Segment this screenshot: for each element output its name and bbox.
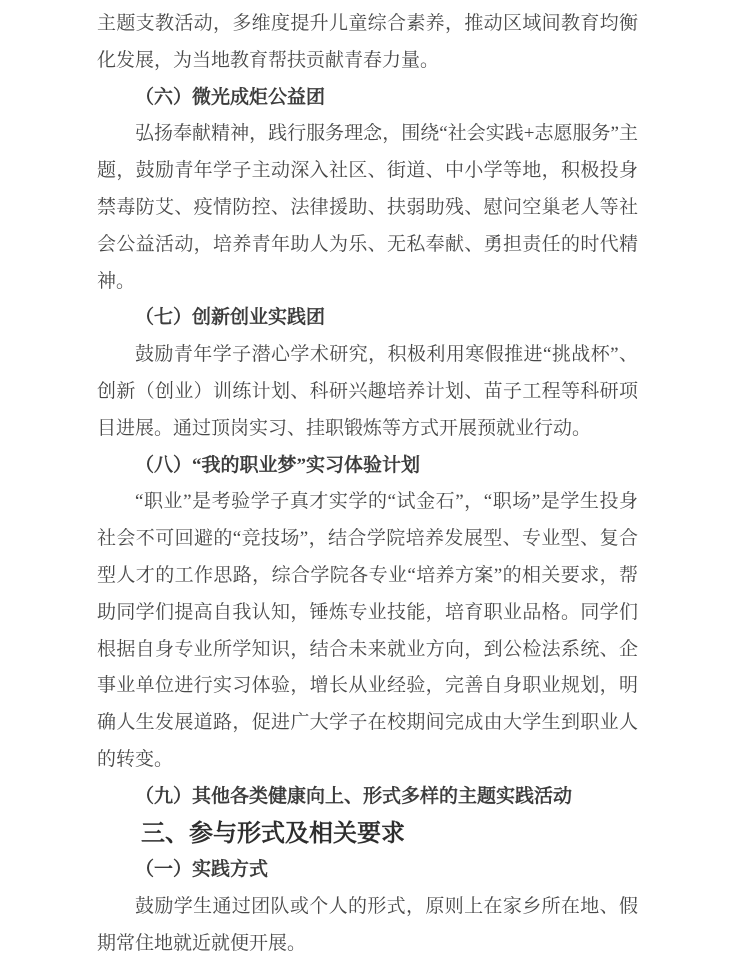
body-paragraph: 鼓励学生通过团队或个人的形式，原则上在家乡所在地、假期常住地就近就便开展。 [97,896,638,954]
body-paragraph-continuation: 主题支教活动，多维度提升儿童综合素养，推动区域间教育均衡化发展，为当地教育帮扶贡献青春力量。 [97,13,638,71]
subsection-heading-6: （六）微光成炬公益团 [135,86,326,108]
subsection-heading-8: （八）“我的职业梦”实习体验计划 [135,454,421,476]
subsection-heading-7: （七）创新创业实践团 [135,307,326,329]
body-paragraph: “职业”是考验学子真才实学的“试金石”，“职场”是学生投身社会不可回避的“竞技场”，结合学院培养发展型、专业型、复合型人才的工作思路，综合学院各专业“培养方案”的相关要求，帮助同学们提高自我认知，锤炼专业技能，培育职业品格。同学们根据自身专业所学知识，结合未来就业方向，到公检法系统、企事业单位进行实习体验，增长从业经验，完善自身职业规划，明确人生发展道路，促进广大学子在校期间完成由大学生到职业人的转变。 [97,491,638,770]
section-heading-3: 三、参与形式及相关要求 [141,819,405,847]
body-paragraph: 鼓励青年学子潜心学术研究，积极利用寒假推进“挑战杯”、创新（创业）训练计划、科研兴趣培养计划、苗子工程等科研项目进展。通过顶岗实习、挂职锻炼等方式开展预就业行动。 [97,344,638,439]
subsection-heading-9: （九）其他各类健康向上、形式多样的主题实践活动 [135,785,573,807]
subsection-heading-1: （一）实践方式 [135,859,269,881]
body-paragraph: 弘扬奉献精神，践行服务理念，围绕“社会实践+志愿服务”主题，鼓励青年学子主动深入社区、街道、中小学等地，积极投身禁毒防艾、疫情防控、法律援助、扶弱助残、慰问空巢老人等社会公益活动，培养青年助人为乐、无私奉献、勇担责任的时代精神。 [97,123,638,292]
